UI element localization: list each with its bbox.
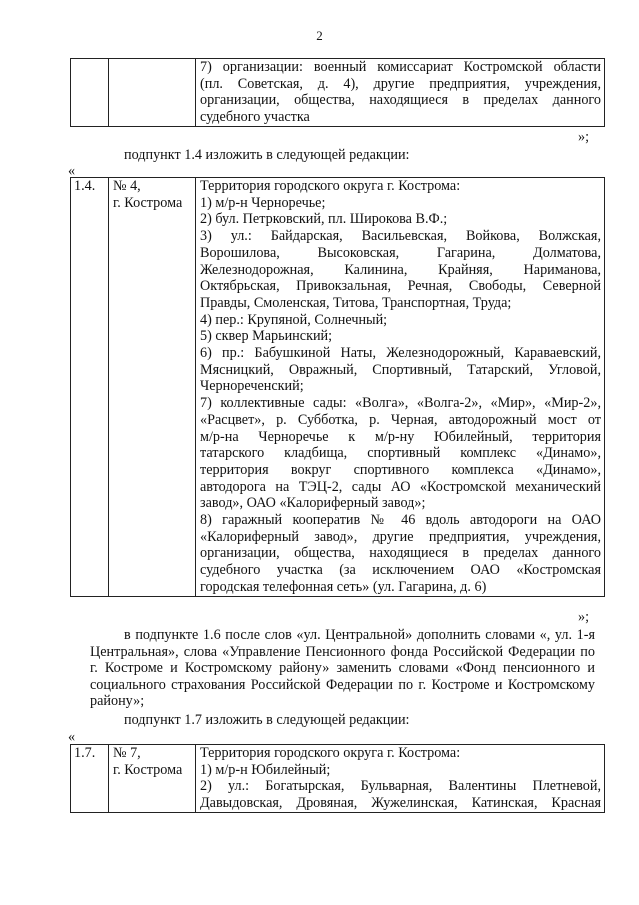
- text-line: г. Костроме и Костромскому району» заменить словами «Фонд пенсионного и: [90, 660, 595, 677]
- text-line: (пл. Советская, д. 4), другие предприятия, учреждения,: [200, 75, 601, 92]
- text-line: 7) организации: военный комиссариат Костромской области: [200, 59, 601, 75]
- amendment-line-1-4: подпункт 1.4 изложить в следующей редакции:: [124, 147, 410, 163]
- text-line: Октябрьская, Привокзальная, Речная, Свободы, Северной: [200, 278, 601, 295]
- text-line: судебного участка (за исключением ОАО «Костромская: [200, 562, 601, 579]
- text-line: 5) сквер Марьинский;: [200, 328, 333, 345]
- text-line: 2) ул.: Богатырская, Бульварная, Валентины Плетневой,: [200, 778, 601, 795]
- text-line: Мясницкий, Овражный, Спортивный, Татарский, Угловой,: [200, 361, 601, 378]
- table-cell-territory: [196, 178, 605, 597]
- closing-quote: »;: [578, 609, 590, 625]
- text-line: организации, общества, находящиеся в пределах данного: [200, 545, 601, 562]
- text-line: району»;: [90, 693, 145, 710]
- text-line: 4) пер.: Крупяной, Солнечный;: [200, 311, 388, 328]
- table-cell-num: [71, 178, 109, 597]
- item-number: 1.4.: [74, 178, 96, 194]
- opening-quote: «: [68, 163, 76, 179]
- table-cell-name: [109, 59, 196, 127]
- text-line: организации, общества, находящиеся в пределах данного: [200, 92, 601, 109]
- text-line: 1) м/р-н Юбилейный;: [200, 761, 331, 778]
- text-line: Правды, Смоленская, Титова, Транспортная, Труда;: [200, 294, 512, 311]
- table-cell-territory: [196, 745, 605, 813]
- table-continuation: [70, 58, 605, 127]
- text-line: м/р-на Черноречье к м/р-ну Юбилейный, территория: [200, 428, 601, 445]
- text-line: Чернореченский;: [200, 378, 304, 395]
- table-cell-name: [109, 178, 196, 597]
- page-number: 2: [316, 28, 323, 43]
- section-number: № 4,: [113, 178, 141, 194]
- table-cell-num: [71, 745, 109, 813]
- text-line: городская телефонная сеть» (ул. Гагарина, д. 6): [200, 578, 487, 595]
- table-item-1-4: [70, 177, 605, 597]
- text-line: «Расцвет», р. Субботка, р. Черная, автодорожный мост от: [200, 411, 601, 428]
- text-line: территория вокруг спортивного комплекса «Динамо»,: [200, 461, 601, 478]
- opening-quote: «: [68, 729, 76, 745]
- text-line: 8) гаражный кооператив № 46 вдоль автодороги на ОАО: [200, 512, 601, 529]
- table-cell-territory: [196, 59, 605, 127]
- text-line: завод», ОАО «Калориферный завод»;: [200, 495, 426, 512]
- section-city: г. Кострома: [113, 761, 183, 778]
- text-line: судебного участка: [200, 109, 310, 126]
- closing-quote: »;: [578, 129, 590, 145]
- text-line: Центральная», слова «Управление Пенсионного фонда Российской Федерации по: [90, 643, 595, 660]
- table-cell-num: [71, 59, 109, 127]
- amendment-paragraph-1-6: [90, 627, 595, 710]
- section-number: № 7,: [113, 745, 141, 761]
- text-line: в подпункте 1.6 после слов «ул. Центральной» дополнить словами «, ул. 1-я: [124, 627, 595, 643]
- table-item-1-7: [70, 744, 605, 813]
- text-line: 3) ул.: Байдарская, Васильевская, Войкова, Волжская,: [200, 228, 601, 245]
- text-line: Давыдовская, Дровяная, Жужелинская, Катинская, Красная: [200, 795, 601, 812]
- table-cell-name: [109, 745, 196, 813]
- amendment-line-1-7: подпункт 1.7 изложить в следующей редакции:: [124, 712, 410, 728]
- text-line: автодорога на ТЭЦ-2, сады АО «Костромской механический: [200, 478, 601, 495]
- text-line: 7) коллективные сады: «Волга», «Волга-2», «Мир», «Мир-2»,: [200, 395, 601, 412]
- text-line: Железнодорожная, Калинина, Крайняя, Нариманова,: [200, 261, 601, 278]
- text-line: социального страхования Российской Федерации по г. Костроме и Костромскому: [90, 676, 595, 693]
- text-line: 1) м/р-н Черноречье;: [200, 194, 326, 211]
- section-city: г. Кострома: [113, 194, 183, 211]
- text-line: татарского кладбища, спортивный комплекс «Динамо»,: [200, 445, 601, 462]
- text-line: 2) бул. Петрковский, пл. Широкова В.Ф.;: [200, 211, 448, 228]
- text-line: Территория городского округа г. Кострома:: [200, 745, 461, 761]
- text-line: 6) пр.: Бабушкиной Наты, Железнодорожный, Караваевский,: [200, 345, 601, 362]
- text-line: Ворошилова, Высоковская, Гагарина, Долматова,: [200, 244, 601, 261]
- text-line: «Калориферный завод», другие предприятия, учреждения,: [200, 528, 601, 545]
- text-line: Территория городского округа г. Кострома:: [200, 178, 461, 194]
- item-number: 1.7.: [74, 745, 96, 761]
